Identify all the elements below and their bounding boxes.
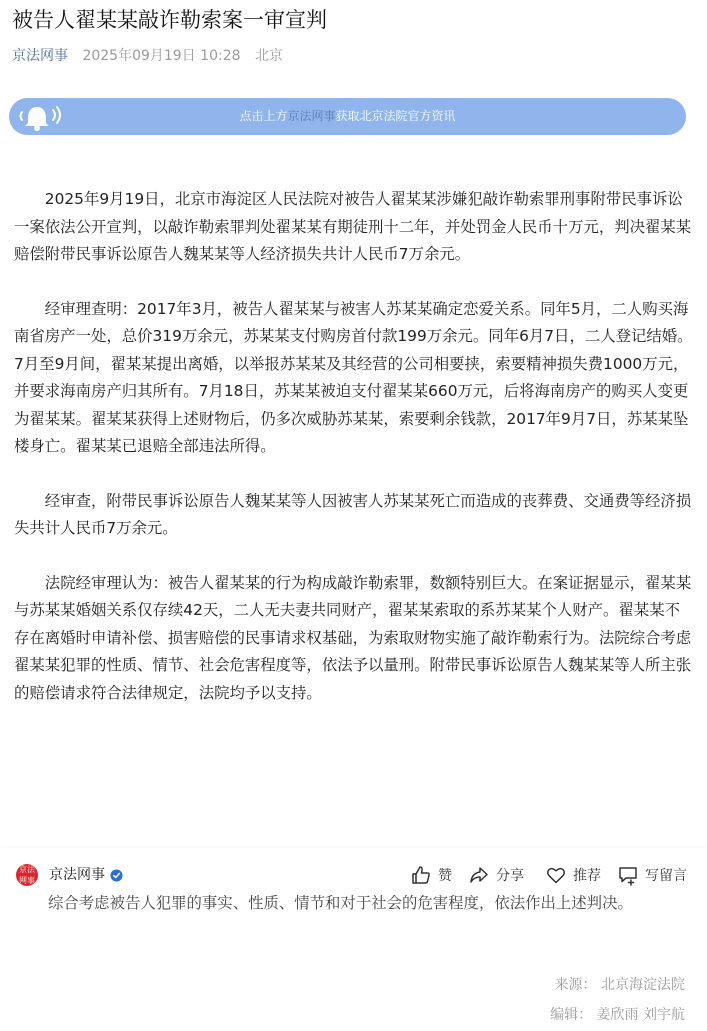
- account-logo[interactable]: 京法网事: [16, 864, 38, 886]
- clipped-fragment-text: 综合考虑被告人犯罪的事实、性质、情节和对于社会的危害程度，依法作出上述判决。: [48, 894, 633, 912]
- heart-icon: [545, 864, 567, 886]
- recommend-label: 推荐: [573, 868, 601, 884]
- comment-button[interactable]: [617, 862, 687, 888]
- verified-icon: [110, 869, 123, 882]
- publish-location: 北京: [254, 48, 283, 64]
- follow-banner[interactable]: [9, 98, 686, 135]
- share-button[interactable]: [468, 862, 524, 888]
- account-name[interactable]: 京法网事: [49, 867, 105, 883]
- clipped-paragraph-fragment: [48, 894, 698, 918]
- author-link[interactable]: 京法网事: [12, 48, 68, 64]
- share-label: 分享: [496, 868, 524, 884]
- share-icon: [468, 864, 490, 886]
- paragraph-court-opinion: 法院经审理认为：被告人翟某某的行为构成敲诈勒索罪，数额特别巨大。在案证据显示，翟某某与苏某某婚姻关系仅存续42天，二人无夫妻共同财产，翟某某索取的系苏某某个人财产。翟某某不存在离婚时申请补偿、损害赔偿的民事请求权基础，为索取财物实施了敲诈勒索行为。法院综合考虑翟某某犯罪的性质、情节、社会危害程度等，依法予以量刑。附带民事诉讼原告人魏某某等人所主张的赔偿请求符合法律规定，法院均予以支持。: [14, 573, 692, 702]
- paragraph-civil-claim: 经审查，附带民事诉讼原告人魏某某等人因被害人苏某某死亡而造成的丧葬费、交通费等经济损失共计人民币7万余元。: [14, 491, 692, 537]
- banner-text-before: 点击上方: [239, 109, 288, 123]
- banner-text-after: 获取北京法院官方资讯: [335, 109, 456, 123]
- article-meta: [12, 46, 283, 66]
- recommend-button[interactable]: [545, 862, 601, 888]
- comment-label: 写留言: [645, 868, 687, 884]
- publish-time: 2025年09月19日 10:28: [82, 48, 241, 64]
- comment-icon: [617, 864, 639, 886]
- paragraph-verdict: 2025年9月19日，北京市海淀区人民法院对被告人翟某某涉嫌犯敲诈勒索罪刑事附带民事诉讼一案依法公开宣判，以敲诈勒索罪判处翟某某有期徒刑十二年，并处罚金人民币十万元，判决翟某某赔偿附带民事诉讼原告人魏某某等人经济损失共计人民币7万余元。: [14, 190, 692, 263]
- banner-highlight[interactable]: 京法网事: [287, 109, 336, 123]
- paragraph-facts: 经审理查明：2017年3月，被告人翟某某与被害人苏某某确定恋爱关系。同年5月，二人购买海南省房产一处，总价319万余元，苏某某支付购房首付款199万余元。同年6月7日，二人登记结婚。7月至9月间，翟某某提出离婚，以举报苏某某及其经营的公司相要挟，索要精神损失费1000万元，并要求海南房产归其所有。7月18日，苏某某被迫支付翟某某660万元，后将海南房产的购买人变更为翟某某。翟某某获得上述财物后，仍多次威胁苏某某，索要剩余钱款，2017年9月7日，苏某某坠楼身亡。翟某某已退赔全部违法所得。: [14, 299, 693, 455]
- article-body: [14, 186, 694, 842]
- banner-text: [9, 107, 686, 125]
- article-editor: 编辑： 姜欣雨 刘宇航: [550, 1007, 685, 1023]
- like-button[interactable]: [410, 862, 452, 888]
- article-title: 被告人翟某某敲诈勒索案一审宣判: [12, 8, 327, 32]
- article-source: 来源： 北京海淀法院: [554, 977, 685, 993]
- thumbs-up-icon: [410, 864, 432, 886]
- like-label: 赞: [438, 868, 452, 884]
